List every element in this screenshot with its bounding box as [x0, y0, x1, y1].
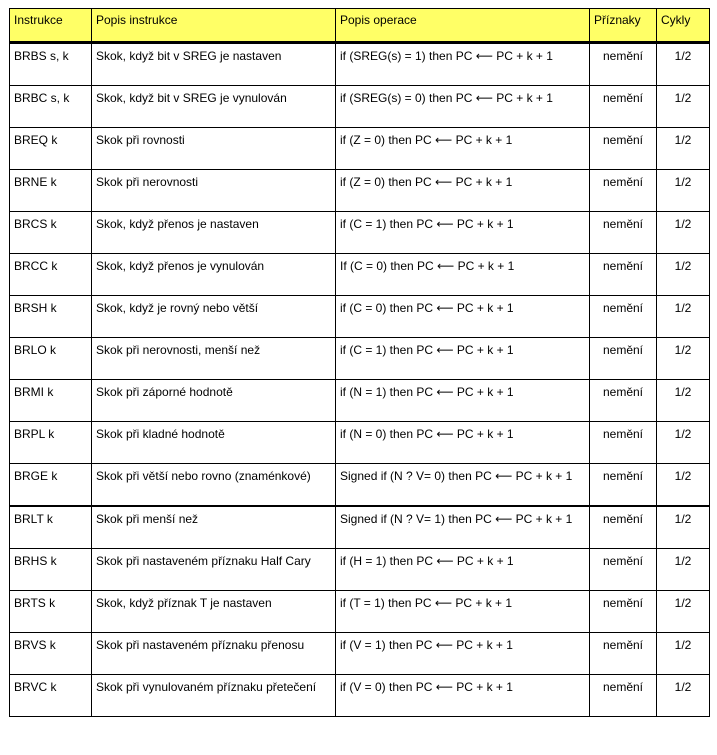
flags-cell: nemění: [590, 296, 657, 338]
operation-cell: Signed if (N ? V= 0) then PC ⟵ PC + k + 1: [336, 464, 590, 507]
operation-cell: if (Z = 0) then PC ⟵ PC + k + 1: [336, 170, 590, 212]
instruction-cell: BRVS k: [10, 633, 92, 675]
cycles-cell: 1/2: [657, 254, 710, 296]
description-cell: Skok při nerovnosti: [92, 170, 336, 212]
flags-cell: nemění: [590, 86, 657, 128]
table-row: [10, 254, 710, 296]
header-flags: Příznaky: [590, 9, 657, 43]
table-row: [10, 422, 710, 464]
header-instruction: Instrukce: [10, 9, 92, 43]
description-cell: Skok při nastaveném příznaku Half Cary: [92, 549, 336, 591]
flags-cell: nemění: [590, 591, 657, 633]
table-row: [10, 633, 710, 675]
cycles-cell: 1/2: [657, 170, 710, 212]
cycles-cell: 1/2: [657, 128, 710, 170]
instruction-cell: BRMI k: [10, 380, 92, 422]
description-cell: Skok při rovnosti: [92, 128, 336, 170]
instruction-table: [9, 8, 710, 717]
table-row: [10, 86, 710, 128]
cycles-cell: 1/2: [657, 338, 710, 380]
description-cell: Skok, když přenos je nastaven: [92, 212, 336, 254]
table-row: [10, 549, 710, 591]
table-row: [10, 296, 710, 338]
cycles-cell: 1/2: [657, 296, 710, 338]
description-cell: Skok, když je rovný nebo větší: [92, 296, 336, 338]
table-row: [10, 506, 710, 549]
instruction-cell: BRSH k: [10, 296, 92, 338]
table-body: [10, 43, 710, 717]
cycles-cell: 1/2: [657, 675, 710, 717]
instruction-cell: BREQ k: [10, 128, 92, 170]
table-row: [10, 338, 710, 380]
operation-cell: if (V = 1) then PC ⟵ PC + k + 1: [336, 633, 590, 675]
header-cycles: Cykly: [657, 9, 710, 43]
cycles-cell: 1/2: [657, 633, 710, 675]
flags-cell: nemění: [590, 254, 657, 296]
cycles-cell: 1/2: [657, 43, 710, 86]
description-cell: Skok při menší než: [92, 506, 336, 549]
description-cell: Skok, když příznak T je nastaven: [92, 591, 336, 633]
description-cell: Skok při nastaveném příznaku přenosu: [92, 633, 336, 675]
table-row: [10, 464, 710, 507]
instruction-cell: BRBS s, k: [10, 43, 92, 86]
operation-cell: if (SREG(s) = 1) then PC ⟵ PC + k + 1: [336, 43, 590, 86]
instruction-cell: BRLT k: [10, 506, 92, 549]
table-row: [10, 380, 710, 422]
table-row: [10, 675, 710, 717]
table-row: [10, 43, 710, 86]
description-cell: Skok při nerovnosti, menší než: [92, 338, 336, 380]
description-cell: Skok, když bit v SREG je nastaven: [92, 43, 336, 86]
cycles-cell: 1/2: [657, 212, 710, 254]
flags-cell: nemění: [590, 675, 657, 717]
table-row: [10, 591, 710, 633]
instruction-cell: BRVC k: [10, 675, 92, 717]
instruction-cell: BRPL k: [10, 422, 92, 464]
instruction-cell: BRGE k: [10, 464, 92, 507]
cycles-cell: 1/2: [657, 506, 710, 549]
header-description: Popis instrukce: [92, 9, 336, 43]
instruction-cell: BRBC s, k: [10, 86, 92, 128]
operation-cell: if (H = 1) then PC ⟵ PC + k + 1: [336, 549, 590, 591]
cycles-cell: 1/2: [657, 422, 710, 464]
table-row: [10, 170, 710, 212]
description-cell: Skok při větší nebo rovno (znaménkové): [92, 464, 336, 507]
operation-cell: if (V = 0) then PC ⟵ PC + k + 1: [336, 675, 590, 717]
flags-cell: nemění: [590, 43, 657, 86]
instruction-cell: BRCS k: [10, 212, 92, 254]
description-cell: Skok, když bit v SREG je vynulován: [92, 86, 336, 128]
cycles-cell: 1/2: [657, 86, 710, 128]
flags-cell: nemění: [590, 422, 657, 464]
description-cell: Skok, když přenos je vynulován: [92, 254, 336, 296]
operation-cell: if (C = 1) then PC ⟵ PC + k + 1: [336, 212, 590, 254]
description-cell: Skok při kladné hodnotě: [92, 422, 336, 464]
table-header: [10, 9, 710, 43]
header-operation: Popis operace: [336, 9, 590, 43]
cycles-cell: 1/2: [657, 380, 710, 422]
instruction-cell: BRCC k: [10, 254, 92, 296]
operation-cell: If (C = 0) then PC ⟵ PC + k + 1: [336, 254, 590, 296]
flags-cell: nemění: [590, 212, 657, 254]
description-cell: Skok při vynulovaném příznaku přetečení: [92, 675, 336, 717]
operation-cell: if (T = 1) then PC ⟵ PC + k + 1: [336, 591, 590, 633]
cycles-cell: 1/2: [657, 549, 710, 591]
operation-cell: if (Z = 0) then PC ⟵ PC + k + 1: [336, 128, 590, 170]
flags-cell: nemění: [590, 380, 657, 422]
instruction-cell: BRLO k: [10, 338, 92, 380]
instruction-cell: BRTS k: [10, 591, 92, 633]
instruction-cell: BRNE k: [10, 170, 92, 212]
flags-cell: nemění: [590, 549, 657, 591]
flags-cell: nemění: [590, 170, 657, 212]
flags-cell: nemění: [590, 633, 657, 675]
operation-cell: if (C = 0) then PC ⟵ PC + k + 1: [336, 296, 590, 338]
operation-cell: if (SREG(s) = 0) then PC ⟵ PC + k + 1: [336, 86, 590, 128]
cycles-cell: 1/2: [657, 464, 710, 507]
instruction-cell: BRHS k: [10, 549, 92, 591]
header-row: [10, 9, 710, 43]
operation-cell: if (N = 1) then PC ⟵ PC + k + 1: [336, 380, 590, 422]
operation-cell: if (C = 1) then PC ⟵ PC + k + 1: [336, 338, 590, 380]
flags-cell: nemění: [590, 464, 657, 507]
operation-cell: if (N = 0) then PC ⟵ PC + k + 1: [336, 422, 590, 464]
flags-cell: nemění: [590, 128, 657, 170]
table-row: [10, 212, 710, 254]
operation-cell: Signed if (N ? V= 1) then PC ⟵ PC + k + 1: [336, 506, 590, 549]
description-cell: Skok při záporné hodnotě: [92, 380, 336, 422]
flags-cell: nemění: [590, 338, 657, 380]
cycles-cell: 1/2: [657, 591, 710, 633]
table-row: [10, 128, 710, 170]
flags-cell: nemění: [590, 506, 657, 549]
